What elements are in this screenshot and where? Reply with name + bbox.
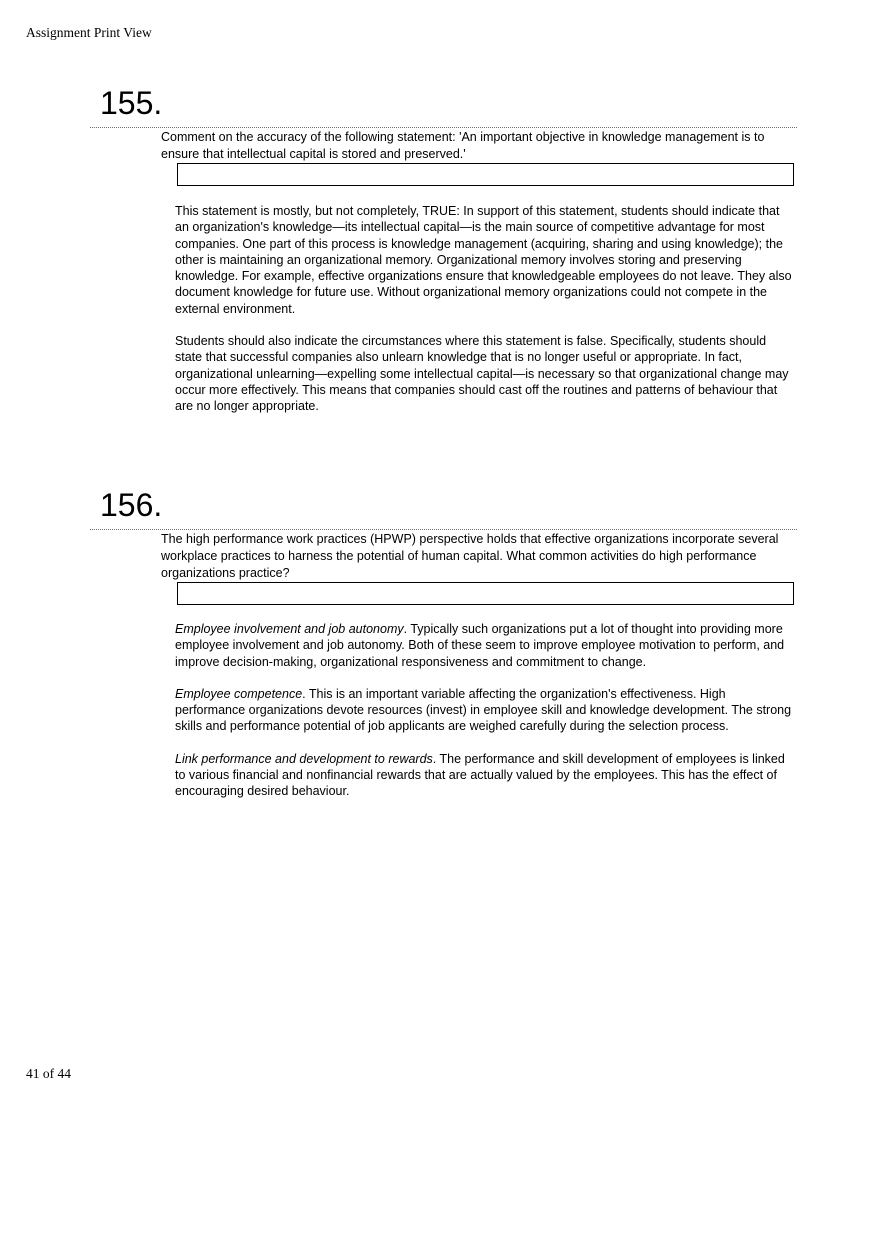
answer-item-text: . The performance and skill development of employees is linked to various financial and nonfinancial rewards that are actually valued by the employees. This has the effect of encouraging desired behaviour. [175,751,785,799]
answer-item [175,751,795,800]
answer-item-term: Employee involvement and job autonomy [175,622,404,636]
answer-text [175,203,795,415]
answer-paragraph: This statement is mostly, but not completely, TRUE: In support of this statement, students should indicate that an organization's knowledge—its intellectual capital—is the main source of competitive advantage for most companies. One part of this process is knowledge management (acquiring, sharing and using knowledge); the other is maintaining an organizational memory. Organizational memory involves storing and preserving knowledge. For example, effective organizations ensure that knowledgeable employees do not leave. They also document knowledge for future use. Without organizational memory organizations could not compete in the external environment. [175,204,792,316]
page-indicator: 41 of 44 [26,1066,71,1081]
question-divider [90,127,797,128]
answer-input-box[interactable] [177,163,794,186]
question-prompt: The high performance work practices (HPWP) perspective holds that effective organizations incorporate several workplace practices to harness the potential of human capital. What common activities do high performance organizations practice? [161,532,779,580]
question-number: 155. [100,85,163,121]
answer-paragraph: Students should also indicate the circumstances where this statement is false. Specifically, students should state that successful companies also unlearn knowledge that is no longer useful or appropriate. In fact, organizational unlearning—expelling some intellectual capital—is necessary so that organizational change may occur more effectively. This means that companies should cast off the routines and patterns of behaviour that are no longer appropriate. [175,334,789,414]
page-header-title: Assignment Print View [26,25,152,40]
answer-item [175,686,795,735]
answer-item-text: . Typically such organizations put a lot of thought into providing more employee involvement and job autonomy. Both of these seem to improve employee motivation to perform, and improve decision-making, organizational responsiveness and commitment to change. [175,622,785,669]
question-prompt: Comment on the accuracy of the following statement: 'An important objective in knowledge management is to ensure that intellectual capital is stored and preserved.' [161,130,765,161]
answer-item-text: . This is an important variable affecting the organization's effectiveness. High performance organizations devote resources (invest) in employee skill and knowledge development. The strong skills and performance potential of job applicants are weighed carefully during the selection process. [175,686,792,734]
question-number: 156. [100,487,163,523]
answer-item-term: Link performance and development to rewards [175,751,433,766]
question-divider [90,529,797,530]
answer-input-box[interactable] [177,582,794,605]
answer-item-term: Employee competence [175,686,303,701]
answer-item [175,621,795,670]
answer-text [175,621,795,800]
